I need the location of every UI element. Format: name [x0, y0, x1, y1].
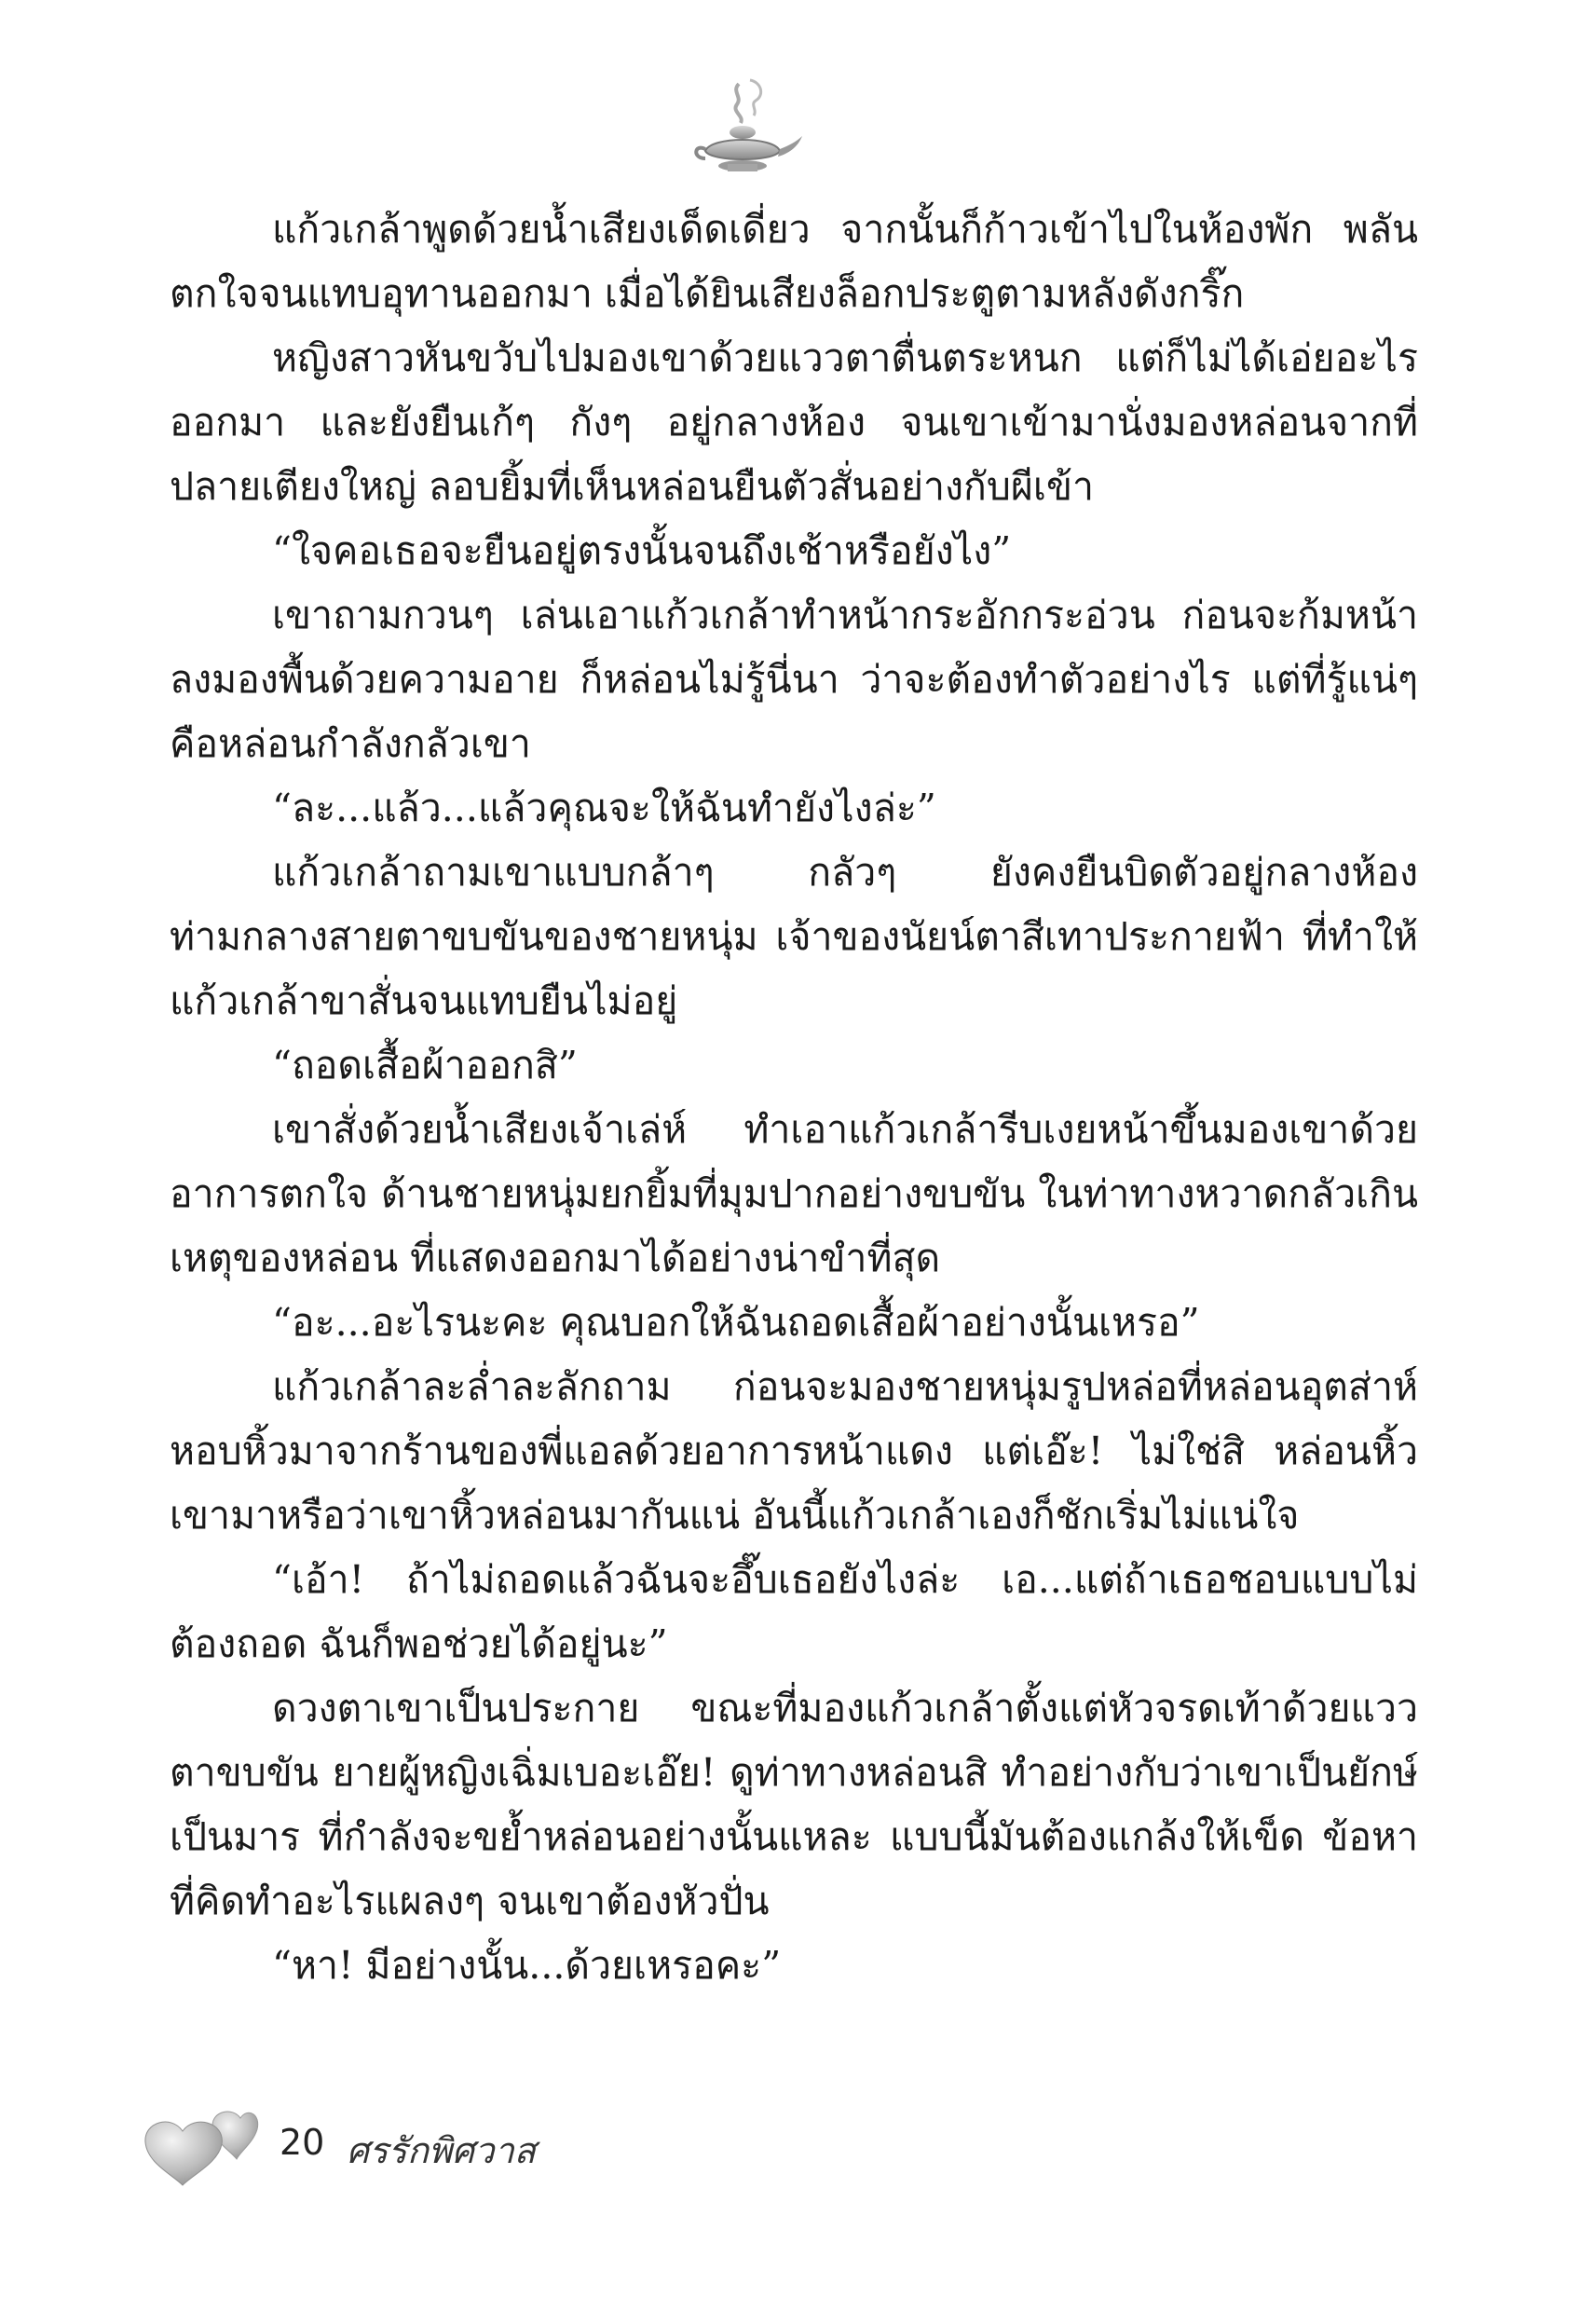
page-number: 20	[280, 2122, 325, 2163]
paragraph: หญิงสาวหันขวับไปมองเขาด้วยแววตาตื่นตระหนก แต่ก็ไม่ได้เอ่ยอะไรออกมา และยังยืนเก้ๆ กังๆ อยู่กลางห้อง จนเขาเข้ามานั่งมองหล่อนจากที่ปลายเตียงใหญ่ ลอบยิ้มที่เห็นหล่อนยืนตัวสั่นอย่างกับผีเข้า	[170, 335, 1418, 509]
genie-lamp-icon	[685, 73, 806, 185]
paragraph: แก้วเกล้าละล่ำละลักถาม ก่อนจะมองชายหนุ่มรูปหล่อที่หล่อนอุตส่าห์หอบหิ้วมาจากร้านของพี่แอลด้วยอาการหน้าแดง แต่เอ๊ะ! ไม่ใช่สิ หล่อนหิ้วเขามาหรือว่าเขาหิ้วหล่อนมากันแน่ อันนี้แก้วเกล้าเองก็ชักเริ่มไม่แน่ใจ	[170, 1364, 1418, 1538]
paragraph: เขาถามกวนๆ เล่นเอาแก้วเกล้าทำหน้ากระอักกระอ่วน ก่อนจะก้มหน้าลงมองพื้นด้วยความอาย ก็หล่อนไม่รู้นี่นา ว่าจะต้องทำตัวอย่างไร แต่ที่รู้แน่ๆ คือหล่อนกำลังกลัวเขา	[170, 593, 1418, 766]
paragraph: แก้วเกล้าถามเขาแบบกล้าๆ กลัวๆ ยังคงยืนบิดตัวอยู่กลางห้อง ท่ามกลางสายตาขบขันของชายหนุ่ม เจ้าของนัยน์ตาสีเทาประกายฟ้า ที่ทำให้แก้วเกล้าขาสั่นจนแทบยืนไม่อยู่	[170, 850, 1418, 1023]
hearts-icon	[140, 2101, 261, 2187]
page-footer	[140, 2101, 792, 2195]
dialogue-line: “ถอดเสื้อผ้าออกสิ”	[272, 1043, 578, 1087]
book-title: ศรรักพิศวาส	[347, 2130, 536, 2171]
paragraph: ดวงตาเขาเป็นประกาย ขณะที่มองแก้วเกล้าตั้งแต่หัวจรดเท้าด้วยแววตาขบขัน ยายผู้หญิงเฉิ่มเบอะเอ๊ย! ดูท่าทางหล่อนสิ ทำอย่างกับว่าเขาเป็นยักษ์เป็นมาร ที่กำลังจะขย้ำหล่อนอย่างนั้นแหละ แบบนี้มันต้องแกล้งให้เข็ด ข้อหาที่คิดทำอะไรแผลงๆ จนเขาต้องหัวปั่น	[170, 1686, 1418, 1923]
dialogue-line: “ใจคอเธอจะยืนอยู่ตรงนั้นจนถึงเช้าหรือยังไง”	[272, 528, 1012, 573]
dialogue-line: “หา! มีอย่างนั้น...ด้วยเหรอคะ”	[272, 1943, 782, 1988]
dialogue-line: “เอ้า! ถ้าไม่ถอดแล้วฉันจะอึ๊บเธอยังไงล่ะ เอ...แต่ถ้าเธอชอบแบบไม่ต้องถอด ฉันก็พอช่วยได้อยู่นะ”	[170, 1557, 1418, 1666]
paragraph: แก้วเกล้าพูดด้วยน้ำเสียงเด็ดเดี่ยว จากนั้นก็ก้าวเข้าไปในห้องพัก พลันตกใจจนแทบอุทานออกมา เมื่อได้ยินเสียงล็อกประตูตามหลังดังกริ๊ก	[170, 207, 1418, 316]
dialogue-line: “อะ...อะไรนะคะ คุณบอกให้ฉันถอดเสื้อผ้าอย่างนั้นเหรอ”	[272, 1300, 1200, 1345]
paragraph: เขาสั่งด้วยน้ำเสียงเจ้าเล่ห์ ทำเอาแก้วเกล้ารีบเงยหน้าขึ้นมองเขาด้วยอาการตกใจ ด้านชายหนุ่มยกยิ้มที่มุมปากอย่างขบขัน ในท่าทางหวาดกลัวเกินเหตุของหล่อน ที่แสดงออกมาได้อย่างน่าขำที่สุด	[170, 1107, 1418, 1280]
body-text	[170, 198, 1418, 1998]
dialogue-line: “ละ...แล้ว...แล้วคุณจะให้ฉันทำยังไงล่ะ”	[272, 786, 936, 830]
